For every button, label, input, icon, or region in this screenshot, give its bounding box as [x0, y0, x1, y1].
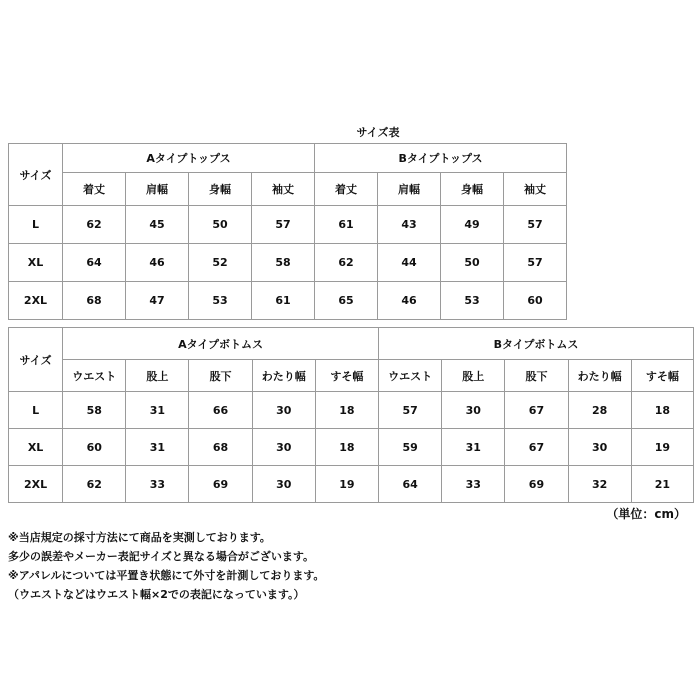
size-cell: L — [9, 206, 63, 244]
value-cell: 30 — [252, 429, 315, 466]
value-cell: 30 — [252, 466, 315, 503]
value-cell: 61 — [315, 206, 378, 244]
column-header: すそ幅 — [315, 360, 378, 392]
value-cell: 61 — [252, 282, 315, 320]
value-cell: 68 — [189, 429, 252, 466]
column-header: わたり幅 — [568, 360, 631, 392]
value-cell: 68 — [63, 282, 126, 320]
value-cell: 31 — [126, 429, 189, 466]
column-header: 袖丈 — [252, 173, 315, 206]
column-header: 股上 — [126, 360, 189, 392]
value-cell: 33 — [442, 466, 505, 503]
tops-size-table — [8, 143, 567, 320]
value-cell: 21 — [631, 466, 693, 503]
value-cell: 30 — [568, 429, 631, 466]
group-header-b-bottoms: Bタイプボトムス — [379, 328, 694, 360]
group-header-a-bottoms: Aタイプボトムス — [63, 328, 379, 360]
column-header: 着丈 — [63, 173, 126, 206]
size-header: サイズ — [9, 144, 63, 206]
value-cell: 28 — [568, 392, 631, 429]
value-cell: 45 — [126, 206, 189, 244]
size-cell: 2XL — [9, 466, 63, 503]
column-header: わたり幅 — [252, 360, 315, 392]
value-cell: 43 — [378, 206, 441, 244]
value-cell: 57 — [379, 392, 442, 429]
table-row — [9, 206, 567, 244]
value-cell: 69 — [505, 466, 568, 503]
note-line: （ウエストなどはウエスト幅×2での表記になっています。） — [8, 588, 305, 601]
value-cell: 62 — [63, 466, 126, 503]
value-cell: 46 — [126, 244, 189, 282]
column-header: ウエスト — [63, 360, 126, 392]
value-cell: 52 — [189, 244, 252, 282]
column-header: 股上 — [442, 360, 505, 392]
value-cell: 65 — [315, 282, 378, 320]
size-cell: 2XL — [9, 282, 63, 320]
value-cell: 64 — [379, 466, 442, 503]
unit-label: （単位：cm） — [606, 507, 686, 521]
bottoms-size-table — [8, 327, 694, 503]
value-cell: 33 — [126, 466, 189, 503]
value-cell: 53 — [189, 282, 252, 320]
value-cell: 30 — [252, 392, 315, 429]
note-line: ※当店規定の採寸方法にて商品を実測しております。 — [8, 531, 271, 544]
size-chart-title: サイズ表 — [356, 126, 400, 139]
value-cell: 32 — [568, 466, 631, 503]
value-cell: 50 — [189, 206, 252, 244]
value-cell: 30 — [442, 392, 505, 429]
value-cell: 19 — [631, 429, 693, 466]
size-cell: XL — [9, 244, 63, 282]
value-cell: 57 — [504, 244, 567, 282]
value-cell: 46 — [378, 282, 441, 320]
group-header-b-tops: Bタイプトップス — [315, 144, 567, 173]
value-cell: 57 — [252, 206, 315, 244]
note-line: 多少の誤差やメーカー表記サイズと異なる場合がございます。 — [8, 550, 315, 563]
value-cell: 49 — [441, 206, 504, 244]
value-cell: 59 — [379, 429, 442, 466]
value-cell: 31 — [442, 429, 505, 466]
value-cell: 18 — [315, 429, 378, 466]
notes — [8, 528, 324, 604]
column-header: 着丈 — [315, 173, 378, 206]
table-row — [9, 466, 694, 503]
column-header: 股下 — [189, 360, 252, 392]
table-row — [9, 392, 694, 429]
column-header: ウエスト — [379, 360, 442, 392]
value-cell: 67 — [505, 429, 568, 466]
value-cell: 58 — [252, 244, 315, 282]
column-header: 身幅 — [189, 173, 252, 206]
size-cell: L — [9, 392, 63, 429]
value-cell: 47 — [126, 282, 189, 320]
value-cell: 62 — [315, 244, 378, 282]
table-row — [9, 244, 567, 282]
size-header: サイズ — [9, 328, 63, 392]
value-cell: 53 — [441, 282, 504, 320]
value-cell: 64 — [63, 244, 126, 282]
value-cell: 60 — [63, 429, 126, 466]
value-cell: 57 — [504, 206, 567, 244]
column-header: 股下 — [505, 360, 568, 392]
value-cell: 31 — [126, 392, 189, 429]
table-row — [9, 429, 694, 466]
value-cell: 69 — [189, 466, 252, 503]
column-header: 肩幅 — [378, 173, 441, 206]
value-cell: 18 — [315, 392, 378, 429]
value-cell: 44 — [378, 244, 441, 282]
value-cell: 18 — [631, 392, 693, 429]
value-cell: 58 — [63, 392, 126, 429]
column-header: 身幅 — [441, 173, 504, 206]
column-header: すそ幅 — [631, 360, 693, 392]
value-cell: 60 — [504, 282, 567, 320]
value-cell: 67 — [505, 392, 568, 429]
group-header-a-tops: Aタイプトップス — [63, 144, 315, 173]
note-line: ※アパレルについては平置き状態にて外寸を計測しております。 — [8, 569, 325, 582]
value-cell: 66 — [189, 392, 252, 429]
value-cell: 62 — [63, 206, 126, 244]
size-cell: XL — [9, 429, 63, 466]
table-row — [9, 282, 567, 320]
value-cell: 19 — [315, 466, 378, 503]
value-cell: 50 — [441, 244, 504, 282]
column-header: 肩幅 — [126, 173, 189, 206]
column-header: 袖丈 — [504, 173, 567, 206]
